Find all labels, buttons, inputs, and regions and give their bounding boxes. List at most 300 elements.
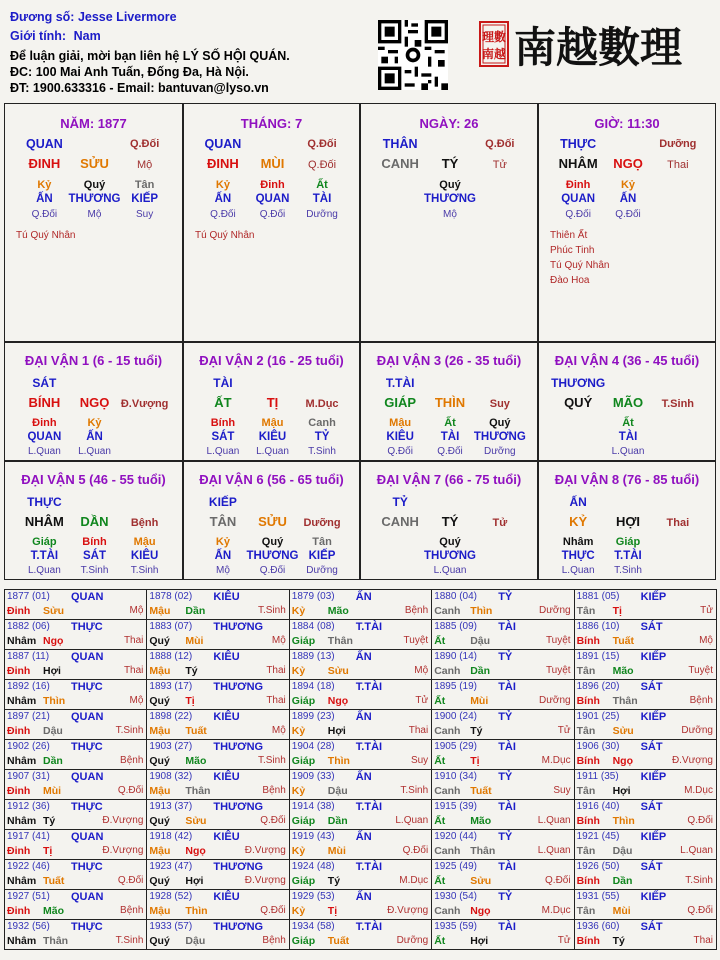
pillar-panel	[538, 103, 716, 342]
hidden-god: QUAN	[255, 193, 290, 205]
year-cell[interactable]	[146, 919, 289, 950]
year-stem: Nhâm	[7, 695, 37, 707]
year-stem: Kỷ	[291, 785, 306, 797]
year-stem: Ất	[434, 875, 446, 887]
hidden-god: TÀI	[312, 193, 332, 205]
hidden-stage: Dưỡng	[306, 565, 338, 576]
year-stem: Canh	[434, 845, 461, 857]
year-branch: Mùi	[612, 905, 631, 917]
year-label: 1926 (50)	[576, 861, 620, 872]
year-stage: Q.Đối	[402, 845, 429, 856]
year-stage: Đ.Vượng	[387, 905, 429, 916]
pillar-note: Đào Hoa	[550, 275, 590, 286]
year-cell[interactable]	[574, 829, 717, 860]
dai-van-title[interactable]: ĐẠI VẬN 1 (6 - 15 tuổi)	[24, 353, 163, 368]
pillar-note: Thiên Ất	[550, 230, 588, 241]
year-stem: Mậu	[149, 845, 171, 857]
year-branch: Hợi	[470, 935, 489, 947]
year-label: 1878 (02)	[149, 591, 193, 602]
year-cell[interactable]	[289, 829, 432, 860]
dai-van-title[interactable]: ĐẠI VẬN 2 (16 - 25 tuổi)	[199, 353, 344, 368]
year-cell[interactable]	[146, 649, 289, 680]
year-god: ẤN	[355, 651, 372, 663]
year-label: 1920 (44)	[434, 831, 477, 842]
dai-van-branch: HỢI	[615, 514, 641, 529]
year-label: 1891 (15)	[576, 651, 620, 662]
year-label: 1933 (57)	[149, 921, 193, 932]
year-label: 1912 (36)	[7, 801, 50, 812]
dai-van-stage: Tử	[492, 517, 508, 529]
hidden-stem: Kỷ	[620, 179, 636, 191]
hidden-god: T.TÀI	[614, 550, 642, 562]
hidden-god: TỶ	[314, 431, 330, 443]
year-god: TỶ	[498, 651, 513, 663]
year-branch: Mão	[327, 605, 349, 617]
year-label: 1904 (28)	[291, 741, 335, 752]
pillar-stage: Q.Đối	[307, 159, 337, 171]
year-stem: Mậu	[149, 605, 171, 617]
year-god: THƯƠNG	[213, 741, 264, 753]
hidden-stage: T.Sinh	[614, 565, 642, 576]
owner-line	[10, 8, 177, 27]
year-stage: Bệnh	[404, 605, 429, 616]
year-cell[interactable]	[146, 679, 289, 710]
year-god: ẤN	[355, 591, 372, 603]
year-branch: Mão	[43, 905, 64, 917]
year-label: 1879 (03)	[291, 591, 335, 602]
year-branch: Ngọ	[185, 845, 206, 857]
year-stage: Tuyệt	[545, 635, 571, 646]
year-stage: Mộ	[129, 695, 144, 706]
hidden-stage: Mộ	[443, 209, 457, 220]
dai-van-stem: KỶ	[569, 514, 588, 529]
year-stem: Ất	[434, 815, 446, 827]
pillar-stage: Thai	[667, 159, 689, 171]
year-god: QUAN	[71, 891, 104, 903]
year-label: 1906 (30)	[576, 741, 620, 752]
year-branch: Dần	[327, 815, 348, 827]
year-cell[interactable]	[4, 769, 147, 800]
dai-van-title[interactable]: ĐẠI VẬN 6 (56 - 65 tuổi)	[199, 472, 344, 487]
hidden-stem: Nhâm	[562, 536, 594, 548]
dai-van-god: SÁT	[32, 376, 57, 390]
year-stem: Bính	[576, 815, 600, 827]
hidden-stage: L.Quan	[433, 565, 467, 576]
hidden-stage: Mộ	[87, 209, 102, 220]
year-label: 1911 (35)	[576, 771, 619, 782]
hidden-god: QUAN	[561, 193, 596, 205]
year-cell[interactable]	[146, 589, 289, 620]
year-cell[interactable]	[289, 919, 432, 950]
year-label: 1905 (29)	[434, 741, 477, 752]
year-cell[interactable]	[4, 739, 147, 770]
year-stem: Bính	[576, 935, 600, 947]
pillar-panel	[360, 103, 538, 342]
hidden-stem: Bính	[210, 417, 236, 429]
owner-label: Đương số:	[10, 10, 75, 24]
year-branch: Dậu	[185, 935, 206, 947]
dai-van-god: T.TÀI	[385, 376, 415, 390]
year-stem: Quý	[149, 875, 170, 887]
year-cell[interactable]	[289, 889, 432, 920]
hidden-stem: Mậu	[133, 536, 156, 548]
year-stage: T.Sinh	[115, 935, 144, 946]
year-label: 1899 (23)	[291, 711, 335, 722]
year-cell[interactable]	[289, 649, 432, 680]
year-stage: Q.Đối	[687, 815, 713, 826]
year-stem: Giáp	[291, 935, 316, 947]
dai-van-stage: Bệnh	[130, 517, 159, 529]
hidden-stem: Kỷ	[215, 536, 230, 548]
year-label: 1931 (55)	[576, 891, 620, 902]
year-stem: Tân	[576, 725, 596, 737]
year-branch: Thân	[185, 785, 211, 797]
year-label: 1910 (34)	[434, 771, 477, 782]
year-label: 1895 (19)	[434, 681, 477, 692]
year-cell[interactable]	[289, 799, 432, 830]
year-label: 1892 (16)	[7, 681, 50, 692]
hidden-god: THƯƠNG	[68, 193, 121, 205]
year-label: 1901 (25)	[576, 711, 620, 722]
hidden-god: KIẾP	[131, 193, 159, 205]
dai-van-stem: NHÂM	[24, 514, 64, 529]
year-label: 1887 (11)	[7, 651, 50, 662]
pillar-title: GIỜ: 11:30	[594, 116, 660, 131]
year-stem: Canh	[434, 605, 461, 617]
year-cell[interactable]	[574, 769, 717, 800]
dai-van-branch: TỊ	[266, 395, 279, 410]
year-stage: Q.Đối	[260, 905, 286, 916]
year-cell[interactable]	[4, 709, 147, 740]
year-stem: Giáp	[291, 695, 316, 707]
year-label: 1934 (58)	[291, 921, 335, 932]
hidden-stage: Q.Đối	[210, 209, 236, 220]
dai-van-stem: BÍNH	[28, 395, 61, 410]
year-stage: Đ.Vượng	[102, 845, 144, 856]
year-branch: Tị	[43, 845, 53, 857]
pillar-god-left: THÂN	[382, 137, 418, 151]
year-branch: Ngọ	[43, 635, 64, 647]
year-stage: Mộ	[129, 605, 144, 616]
pillar-branch: TÝ	[441, 156, 459, 171]
year-god: QUAN	[71, 651, 104, 663]
year-cell[interactable]	[431, 649, 574, 680]
year-cell[interactable]	[4, 889, 147, 920]
dai-van-panel[interactable]	[360, 461, 538, 580]
year-label: 1921 (45)	[576, 831, 620, 842]
year-label: 1894 (18)	[291, 681, 335, 692]
dai-van-panel[interactable]	[4, 461, 183, 580]
pillar-branch: SỬU	[80, 156, 109, 171]
year-god: QUAN	[71, 771, 104, 783]
year-cell[interactable]	[289, 769, 432, 800]
year-stem: Giáp	[291, 755, 316, 767]
qr-code-icon[interactable]	[378, 20, 448, 90]
year-god: T.TÀI	[355, 681, 383, 693]
year-label: 1882 (06)	[7, 621, 50, 632]
year-god: SÁT	[640, 741, 663, 753]
year-branch: Thân	[470, 845, 496, 857]
year-cell[interactable]	[289, 589, 432, 620]
year-stem: Quý	[149, 815, 170, 827]
year-cell[interactable]	[431, 919, 574, 950]
year-cell[interactable]	[431, 889, 574, 920]
year-branch: Thân	[43, 935, 69, 947]
year-branch: Hợi	[185, 875, 204, 887]
year-stage: Q.Đối	[545, 875, 571, 886]
year-god: THỰC	[71, 861, 103, 873]
year-cell[interactable]	[4, 649, 147, 680]
year-cell[interactable]	[431, 679, 574, 710]
dai-van-stage: Thai	[666, 517, 690, 529]
dai-van-title[interactable]: ĐẠI VẬN 3 (26 - 35 tuổi)	[376, 353, 522, 368]
year-branch: Thìn	[327, 755, 350, 767]
year-stage: Bệnh	[689, 695, 713, 706]
year-branch: Dần	[185, 605, 206, 617]
dai-van-title[interactable]: ĐẠI VẬN 4 (36 - 45 tuổi)	[554, 353, 700, 368]
pillar-god-left: THỰC	[560, 137, 597, 151]
year-label: 1935 (59)	[434, 921, 477, 932]
year-branch: Mão	[470, 815, 492, 827]
hidden-stage: Dưỡng	[306, 209, 338, 220]
year-stem: Giáp	[291, 635, 316, 647]
year-label: 1913 (37)	[149, 801, 193, 812]
year-stage: T.Sinh	[257, 605, 286, 616]
hidden-god: ẤN	[214, 193, 232, 205]
year-label: 1922 (46)	[7, 861, 50, 872]
hidden-stage: L.Quan	[27, 446, 61, 457]
year-branch: Tuất	[185, 725, 207, 737]
pillar-title: THÁNG: 7	[240, 116, 303, 131]
pillar-stage: Mộ	[136, 159, 153, 171]
year-cell[interactable]	[431, 709, 574, 740]
year-cell[interactable]	[289, 619, 432, 650]
year-cell[interactable]	[146, 829, 289, 860]
year-cell[interactable]	[574, 649, 717, 680]
year-cell[interactable]	[146, 859, 289, 890]
year-god: KIÊU	[213, 651, 240, 663]
hidden-stage: L.Quan	[27, 565, 61, 576]
year-cell[interactable]	[289, 739, 432, 770]
dai-van-title[interactable]: ĐẠI VẬN 5 (46 - 55 tuổi)	[21, 472, 166, 487]
year-god: THƯƠNG	[213, 861, 264, 873]
year-cell[interactable]	[431, 739, 574, 770]
year-stage: M.Dục	[399, 875, 429, 886]
year-label: 1924 (48)	[291, 861, 335, 872]
year-cell[interactable]	[4, 829, 147, 860]
hidden-stage: T.Sinh	[308, 446, 336, 457]
year-cell[interactable]	[4, 619, 147, 650]
year-stage: Dưỡng	[396, 935, 429, 946]
year-stem: Kỷ	[291, 845, 306, 857]
year-god: TÀI	[498, 621, 516, 633]
year-cell[interactable]	[4, 589, 147, 620]
hidden-god: TÀI	[618, 431, 638, 443]
dai-van-branch: SỬU	[258, 514, 287, 529]
hidden-stage: L.Quan	[561, 565, 595, 576]
pillar-stem: ĐINH	[28, 156, 61, 171]
year-branch: Tý	[185, 665, 198, 677]
year-branch: Tị	[327, 905, 338, 917]
year-stem: Giáp	[291, 875, 316, 887]
year-cell[interactable]	[146, 619, 289, 650]
hidden-stage: Q.Đối	[31, 209, 58, 220]
hidden-stem: Tân	[312, 536, 332, 548]
dai-van-title[interactable]: ĐẠI VẬN 8 (76 - 85 tuổi)	[554, 472, 700, 487]
dai-van-panel[interactable]	[183, 461, 360, 580]
year-cell[interactable]	[4, 919, 147, 950]
hidden-stem: Quý	[261, 536, 284, 548]
year-stem: Ất	[434, 755, 446, 767]
hidden-stem: Mậu	[389, 417, 412, 429]
year-stem: Ất	[434, 695, 446, 707]
hidden-god: KIÊU	[130, 550, 159, 562]
year-label: 1928 (52)	[149, 891, 193, 902]
dai-van-title[interactable]: ĐẠI VẬN 7 (66 - 75 tuổi)	[376, 472, 522, 487]
hidden-stage: T.Sinh	[130, 565, 159, 576]
year-cell[interactable]	[4, 679, 147, 710]
year-stage: Thai	[266, 665, 286, 676]
year-stage: Tuyệt	[403, 635, 429, 646]
year-cell[interactable]	[431, 829, 574, 860]
pillar-panel	[183, 103, 360, 342]
year-stem: Nhâm	[7, 815, 37, 827]
hidden-stem: Ất	[622, 417, 634, 429]
hidden-god: KIÊU	[258, 431, 287, 443]
hidden-stem: Ất	[444, 417, 456, 429]
year-stage: Đ.Vượng	[102, 815, 144, 826]
year-cell[interactable]	[574, 619, 717, 650]
year-stage: Thai	[123, 635, 144, 646]
year-cell[interactable]	[574, 859, 717, 890]
year-god: KIẾP	[640, 831, 667, 843]
year-stage: Q.Đối	[117, 785, 144, 796]
hidden-stem: Giáp	[615, 536, 641, 548]
year-stage: Thai	[123, 665, 144, 676]
year-cell[interactable]	[4, 799, 147, 830]
year-label: 1903 (27)	[149, 741, 193, 752]
hidden-stage: Mộ	[215, 565, 230, 576]
pillar-stage: Tử	[492, 159, 507, 171]
contact-phone-email[interactable]: ĐT: 1900.633316 - Email: bantuvan@lyso.vn	[10, 81, 269, 95]
year-cell[interactable]	[4, 859, 147, 890]
year-label: 1898 (22)	[149, 711, 193, 722]
hidden-stage: Dưỡng	[484, 446, 516, 457]
year-god: THỰC	[71, 801, 103, 813]
year-label: 1917 (41)	[7, 831, 50, 842]
year-cell[interactable]	[574, 799, 717, 830]
year-branch: Mùi	[185, 635, 204, 647]
year-cell[interactable]	[574, 709, 717, 740]
year-branch: Thân	[612, 695, 638, 707]
year-cell[interactable]	[574, 919, 717, 950]
hidden-stem: Mậu	[261, 417, 284, 429]
year-stage: Bệnh	[120, 755, 144, 766]
year-label: 1889 (13)	[291, 651, 335, 662]
year-cell[interactable]	[431, 619, 574, 650]
year-stage: Mộ	[271, 725, 286, 736]
hidden-stem: Kỷ	[37, 179, 52, 191]
dai-van-panel[interactable]	[538, 461, 716, 580]
year-god: T.TÀI	[355, 801, 383, 813]
year-stage: Đ.Vượng	[671, 755, 713, 766]
year-cell[interactable]	[574, 679, 717, 710]
year-god: TÀI	[498, 801, 516, 813]
year-god: TỶ	[498, 891, 513, 903]
year-cell[interactable]	[431, 799, 574, 830]
year-cell[interactable]	[146, 709, 289, 740]
year-god: KIÊU	[213, 711, 240, 723]
year-cell[interactable]	[431, 769, 574, 800]
year-cell[interactable]	[574, 889, 717, 920]
year-cell[interactable]	[146, 889, 289, 920]
pillar-god-right: Dưỡng	[659, 138, 697, 150]
year-stage: M.Dục	[541, 755, 571, 766]
year-stage: Bệnh	[262, 935, 286, 946]
hidden-god: THƯƠNG	[246, 550, 299, 562]
dai-van-stage: M.Dục	[305, 398, 339, 410]
year-label: 1890 (14)	[434, 651, 477, 662]
pillar-note: Tú Quý Nhân	[195, 230, 255, 241]
dai-van-panel[interactable]	[4, 342, 183, 461]
year-branch: Ngọ	[327, 695, 349, 707]
year-cell[interactable]	[289, 679, 432, 710]
year-god: T.TÀI	[355, 741, 383, 753]
year-label: 1900 (24)	[434, 711, 477, 722]
year-stage: Suy	[410, 755, 429, 766]
year-stage: T.Sinh	[400, 785, 429, 796]
year-branch: Tý	[43, 815, 56, 827]
year-cell[interactable]	[574, 739, 717, 770]
hidden-stage: L.Quan	[611, 446, 645, 457]
hidden-god: KIẾP	[308, 550, 336, 562]
dai-van-god: TỶ	[392, 495, 408, 509]
year-cell[interactable]	[146, 799, 289, 830]
year-label: 1936 (60)	[576, 921, 620, 932]
hidden-god: SÁT	[83, 550, 106, 562]
year-cell[interactable]	[431, 589, 574, 620]
year-god: ẤN	[355, 711, 372, 723]
dai-van-panel[interactable]	[360, 342, 538, 461]
year-god: KIẾP	[640, 771, 667, 783]
hidden-stem: Canh	[308, 417, 336, 429]
year-stage: Tử	[557, 935, 571, 946]
year-cell[interactable]	[574, 589, 717, 620]
dai-van-god: ẤN	[569, 495, 587, 509]
year-god: TÀI	[498, 681, 516, 693]
year-stem: Quý	[149, 935, 170, 947]
hidden-god: QUAN	[27, 431, 62, 443]
hidden-stage: L.Quan	[206, 446, 240, 457]
year-branch: Dậu	[43, 725, 63, 737]
year-branch: Tị	[612, 605, 622, 617]
year-cell[interactable]	[431, 859, 574, 890]
year-branch: Tị	[470, 755, 480, 767]
year-cell[interactable]	[146, 769, 289, 800]
dai-van-panel[interactable]	[538, 342, 716, 461]
year-cell[interactable]	[289, 709, 432, 740]
dai-van-panel[interactable]	[183, 342, 360, 461]
year-branch: Hợi	[327, 725, 346, 737]
pillar-branch: MÙI	[260, 156, 285, 171]
pillar-title: NGÀY: 26	[419, 116, 479, 131]
year-stage: L.Quan	[680, 845, 713, 856]
year-stem: Đinh	[7, 725, 31, 737]
hidden-stem: Quý	[439, 536, 461, 548]
year-cell[interactable]	[146, 739, 289, 770]
year-label: 1888 (12)	[149, 651, 193, 662]
year-cell[interactable]	[289, 859, 432, 890]
